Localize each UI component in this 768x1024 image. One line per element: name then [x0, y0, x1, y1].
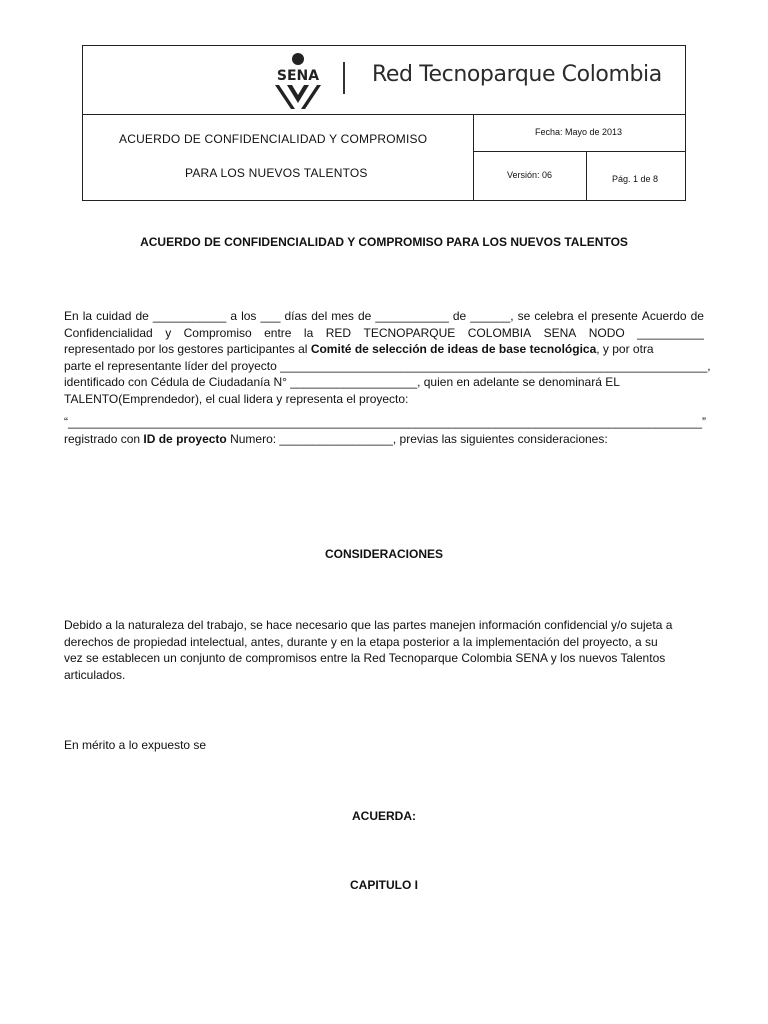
word: días	[284, 309, 308, 323]
intro-line: TALENTO(Emprendedor), el cual lidera y representa el proyecto:	[64, 391, 409, 406]
word: Acuerdo	[641, 309, 687, 323]
consideraciones-paragraph	[64, 617, 704, 683]
word: Compromiso	[183, 325, 252, 340]
intro-line: identificado con Cédula de Ciudadanía N° ___________________, quien en adelante se denominará EL	[64, 375, 620, 389]
intro-text: representado por los gestores participantes al	[64, 342, 311, 356]
version-text: Versión: 06	[507, 170, 553, 180]
page-number: Pág. 1 de 8	[612, 174, 659, 184]
word: TECNOPARQUE	[363, 325, 456, 340]
word: COLOMBIA	[467, 325, 532, 340]
fecha-text: Fecha: Mayo de 2013	[535, 127, 623, 137]
intro-line	[64, 308, 704, 325]
word: entre	[264, 325, 292, 340]
word: ___________	[375, 309, 449, 323]
org-name: Red Tecnoparque Colombia	[372, 62, 662, 87]
word: SENA	[543, 325, 577, 340]
word: mes	[331, 309, 354, 323]
word: Confidencialidad	[64, 325, 153, 340]
doc-title-cell	[83, 114, 474, 200]
word: En	[64, 309, 79, 323]
committee-name: Comité de selección de ideas de base tecnológica	[310, 342, 597, 356]
word: se	[517, 309, 531, 323]
word: de	[452, 309, 467, 323]
word: los	[241, 309, 257, 323]
word: RED	[325, 325, 352, 340]
fecha-cell	[474, 114, 685, 152]
word: a	[230, 309, 238, 323]
doc-title-line1: ACUERDO DE CONFIDENCIALIDAD Y COMPROMISO	[119, 132, 428, 146]
sena-logo	[269, 51, 327, 111]
word: la	[303, 325, 314, 340]
merito-text: En mérito a lo expuesto se	[64, 738, 207, 752]
word: ___	[260, 309, 281, 323]
consideraciones-line: vez se establecen un conjunto de compromisos entre la Red Tecnoparque Colombia SENA y los nuevos Talentos	[64, 651, 666, 665]
intro-line	[64, 341, 704, 358]
intro-text: registrado con	[64, 431, 144, 446]
word: y	[165, 325, 172, 340]
word: de	[357, 309, 372, 323]
svg-text:SENA: SENA	[276, 68, 320, 84]
page-cell	[587, 152, 685, 200]
logo-row	[83, 46, 685, 115]
word: __________	[637, 325, 704, 340]
word: presente	[591, 309, 638, 323]
consideraciones-line: articulados.	[64, 667, 126, 682]
capitulo-heading: CAPITULO I	[350, 878, 418, 892]
project-name-blank: “_______________________________________________________________________________________________”	[64, 415, 707, 429]
version-cell	[474, 152, 587, 200]
consideraciones-line: derechos de propiedad intelectual, antes, durante y en la etapa posterior a la implementación del proyecto, a su	[64, 634, 658, 649]
intro-text: , y por otra	[596, 342, 654, 356]
logo-separator	[343, 62, 345, 94]
acuerda-heading: ACUERDA:	[352, 809, 416, 823]
word: ______,	[470, 309, 514, 323]
word: de	[135, 309, 149, 323]
intro-paragraph	[64, 308, 711, 447]
word: ___________	[152, 309, 227, 323]
project-id-label: ID de proyecto	[143, 431, 227, 446]
word: de	[690, 309, 704, 323]
word: celebra	[534, 309, 574, 323]
document-header	[82, 45, 686, 201]
consideraciones-line: Debido a la naturaleza del trabajo, se hace necesario que las partes manejen información confidencial y/o sujeta a	[64, 618, 673, 632]
word: el	[577, 309, 588, 323]
doc-title-line2: PARA LOS NUEVOS TALENTOS	[185, 166, 368, 180]
word: cuidad	[96, 309, 132, 323]
intro-line	[64, 325, 704, 342]
word: NODO	[588, 325, 625, 340]
intro-text: Numero: _________________, previas las siguientes consideraciones:	[226, 431, 608, 446]
word: la	[82, 309, 93, 323]
intro-line	[64, 431, 704, 448]
intro-line: parte el representante líder del proyecto ________________________________________________________________,	[64, 358, 711, 373]
consideraciones-heading: CONSIDERACIONES	[324, 547, 443, 561]
word: del	[311, 309, 328, 323]
document-title: ACUERDO DE CONFIDENCIALIDAD Y COMPROMISO PARA LOS NUEVOS TALENTOS	[140, 235, 628, 249]
